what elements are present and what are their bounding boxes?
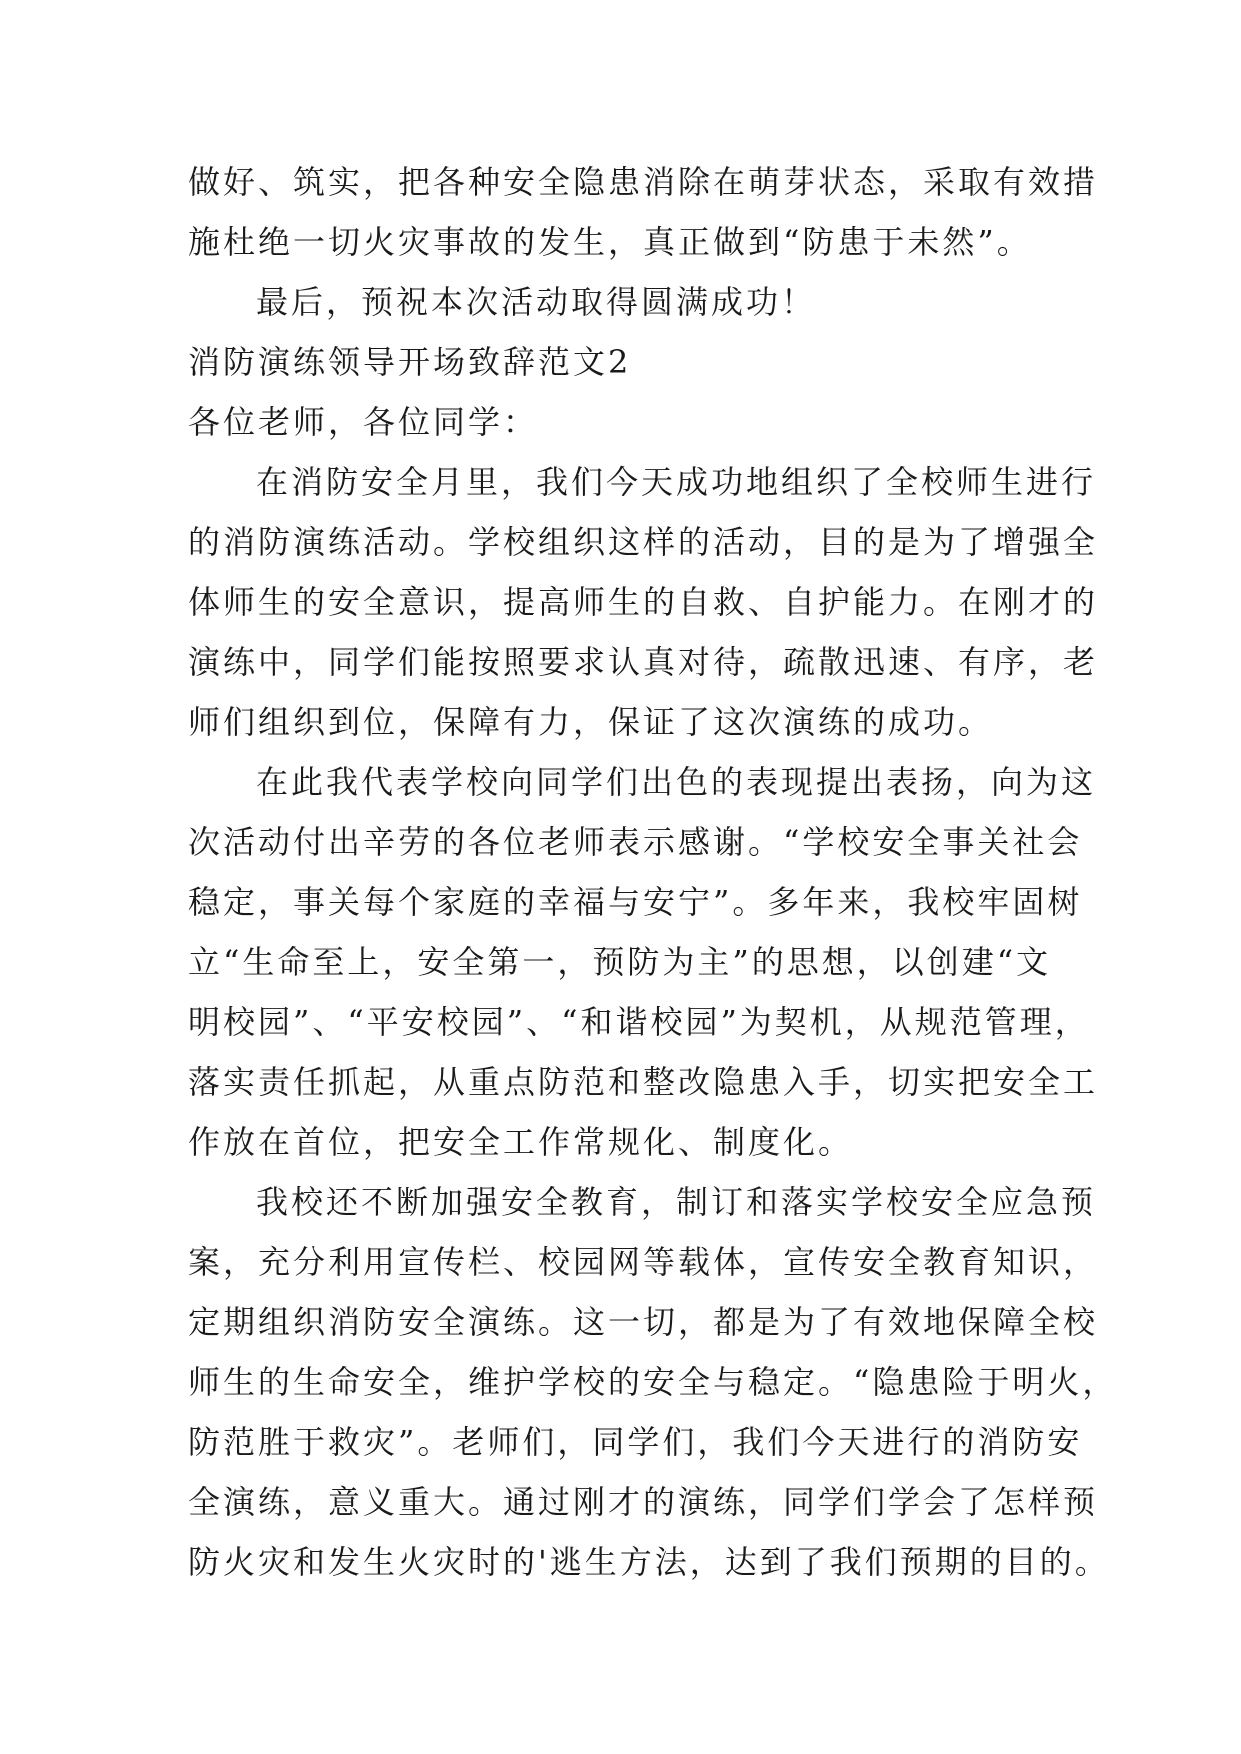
text-line: 的消防演练活动。学校组织这样的活动，目的是为了增强全 (188, 523, 1099, 561)
text-line: 全演练，意义重大。通过刚才的演练，同学们学会了怎样预 (188, 1483, 1099, 1521)
text-line: 防火灾和发生火灾时的'逃生方法，达到了我们预期的目的。 (188, 1543, 1110, 1581)
text-line: 立“生命至上，安全第一，预防为主”的思想，以创建“文 (188, 943, 1052, 981)
text-line: 落实责任抓起，从重点防范和整改隐患入手，切实把安全工 (188, 1063, 1099, 1101)
text-line: 做好、筑实，把各种安全隐患消除在萌芽状态，采取有效措 (188, 163, 1099, 201)
text-line: 在此我代表学校向同学们出色的表现提出表扬，向为这 (256, 763, 1097, 801)
text-line: 消防演练领导开场致辞范文2 (188, 343, 632, 381)
text-line: 我校还不断加强安全教育，制订和落实学校安全应急预 (256, 1183, 1097, 1221)
text-line: 定期组织消防安全演练。这一切，都是为了有效地保障全校 (188, 1303, 1099, 1341)
text-line: 师生的生命安全，维护学校的安全与稳定。“隐患险于明火， (188, 1363, 1118, 1401)
text-line: 稳定，事关每个家庭的幸福与安宁”。多年来，我校牢固树 (188, 883, 1083, 921)
text-line: 演练中，同学们能按照要求认真对待，疏散迅速、有序，老 (188, 643, 1099, 681)
text-line: 次活动付出辛劳的各位老师表示感谢。“学校安全事关社会 (188, 823, 1083, 861)
text-line: 各位老师，各位同学： (188, 403, 539, 441)
document-body (188, 152, 1118, 1592)
text-line: 最后，预祝本次活动取得圆满成功！ (256, 283, 817, 321)
text-line: 在消防安全月里，我们今天成功地组织了全校师生进行 (256, 463, 1097, 501)
text-line: 作放在首位，把安全工作常规化、制度化。 (188, 1123, 854, 1161)
text-line: 体师生的安全意识，提高师生的自救、自护能力。在刚才的 (188, 583, 1099, 621)
text-line: 案，充分利用宣传栏、校园网等载体，宣传安全教育知识， (188, 1243, 1099, 1281)
text-line: 师们组织到位，保障有力，保证了这次演练的成功。 (188, 703, 994, 741)
text-line: 明校园”、“平安校园”、“和谐校园”为契机，从规范管理， (188, 1003, 1090, 1041)
text-line: 施杜绝一切火灾事故的发生，真正做到“防患于未然”。 (188, 223, 1032, 261)
text-line: 防范胜于救灾”。老师们，同学们，我们今天进行的消防安 (188, 1423, 1083, 1461)
